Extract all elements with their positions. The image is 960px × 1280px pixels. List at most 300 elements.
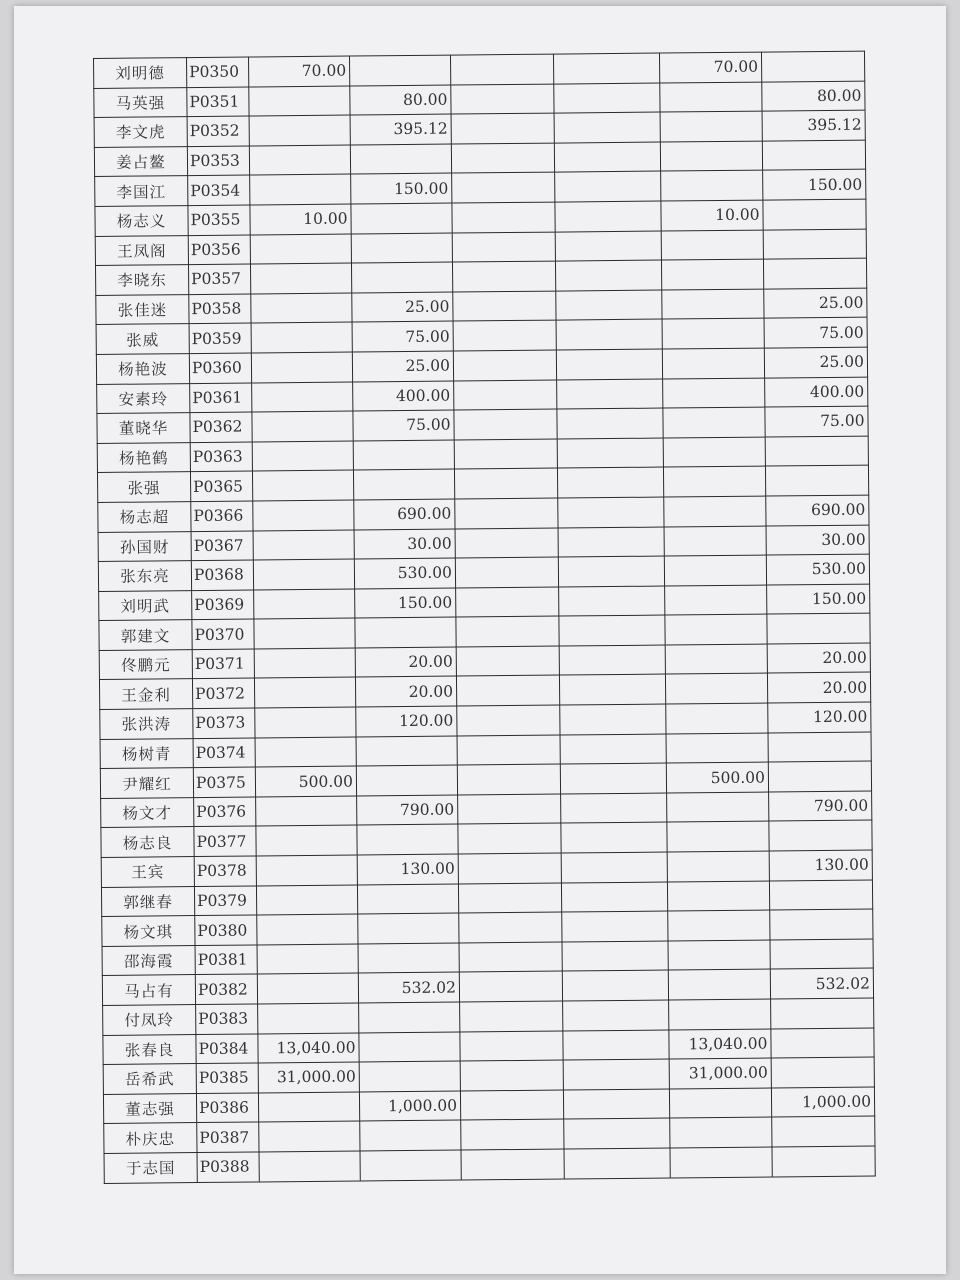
- amount-cell-5: [670, 1147, 772, 1178]
- amount-cell-4: [560, 734, 666, 765]
- amount-cell-1: [254, 677, 355, 708]
- amount-cell-4: [554, 112, 660, 143]
- amount-cell-5: [667, 851, 769, 882]
- name-cell: 杨志超: [98, 501, 191, 531]
- amount-cell-6: 150.00: [763, 169, 866, 200]
- amount-cell-5: [670, 1117, 772, 1148]
- paper-sheet: [14, 6, 946, 1274]
- amount-cell-3: [455, 557, 558, 588]
- amount-cell-4: [563, 1000, 669, 1031]
- amount-cell-4: [562, 941, 668, 972]
- code-cell: P0353: [187, 146, 249, 176]
- ledger-body: [94, 51, 876, 1183]
- name-cell: 杨志义: [95, 206, 188, 236]
- amount-cell-1: 31,000.00: [258, 1062, 359, 1093]
- name-cell: 姜占鳌: [94, 146, 187, 176]
- amount-cell-5: [663, 466, 765, 497]
- amount-cell-5: [668, 910, 770, 941]
- amount-cell-4: [558, 497, 664, 528]
- amount-cell-2: [357, 824, 458, 855]
- amount-cell-1: [251, 322, 352, 353]
- name-cell: 于志国: [104, 1153, 197, 1183]
- amount-cell-1: [257, 973, 358, 1004]
- code-cell: P0374: [193, 738, 255, 768]
- amount-cell-5: [669, 999, 771, 1030]
- amount-cell-4: [563, 1030, 669, 1061]
- amount-cell-6: [771, 1057, 874, 1088]
- amount-cell-4: [556, 349, 662, 380]
- amount-cell-3: [456, 616, 559, 647]
- amount-cell-6: 75.00: [765, 406, 868, 437]
- amount-cell-6: 120.00: [768, 702, 871, 733]
- code-cell: P0371: [192, 649, 254, 679]
- amount-cell-6: [772, 1146, 875, 1177]
- amount-cell-1: [249, 86, 350, 117]
- amount-cell-6: [770, 939, 873, 970]
- amount-cell-2: 150.00: [351, 173, 452, 204]
- code-cell: P0388: [197, 1152, 259, 1182]
- amount-cell-1: [256, 855, 357, 886]
- name-cell: 王金利: [99, 679, 192, 709]
- name-cell: 张洪涛: [100, 709, 193, 739]
- name-cell: 王宾: [101, 857, 194, 887]
- amount-cell-1: 70.00: [248, 56, 349, 87]
- amount-cell-1: 13,040.00: [258, 1033, 359, 1064]
- amount-cell-1: [259, 1151, 360, 1182]
- amount-cell-3: [461, 1149, 564, 1180]
- amount-cell-3: [459, 912, 562, 943]
- amount-cell-5: 31,000.00: [669, 1058, 771, 1089]
- amount-cell-2: 75.00: [352, 321, 453, 352]
- amount-cell-2: 1,000.00: [359, 1091, 460, 1122]
- amount-cell-6: 25.00: [764, 347, 867, 378]
- amount-cell-6: [769, 820, 872, 851]
- amount-cell-1: [250, 263, 351, 294]
- amount-cell-6: 1,000.00: [771, 1087, 874, 1118]
- amount-cell-6: 395.12: [762, 110, 865, 141]
- amount-cell-5: [664, 555, 766, 586]
- amount-cell-5: [665, 674, 767, 705]
- amount-cell-4: [563, 1059, 669, 1090]
- amount-cell-4: [562, 911, 668, 942]
- amount-cell-5: 500.00: [666, 762, 768, 793]
- amount-cell-4: [558, 527, 664, 558]
- amount-cell-2: [351, 233, 452, 264]
- amount-cell-4: [561, 793, 667, 824]
- amount-cell-3: [456, 587, 559, 618]
- amount-cell-2: [360, 1150, 461, 1181]
- amount-cell-4: [561, 882, 667, 913]
- amount-cell-1: [255, 737, 356, 768]
- amount-cell-1: [249, 145, 350, 176]
- name-cell: 董晓华: [97, 413, 190, 443]
- amount-cell-6: [767, 613, 870, 644]
- amount-cell-4: [559, 615, 665, 646]
- code-cell: P0357: [188, 264, 250, 294]
- code-cell: P0363: [190, 442, 252, 472]
- name-cell: 李文虎: [94, 117, 187, 147]
- amount-cell-3: [455, 498, 558, 529]
- amount-cell-2: 30.00: [354, 529, 455, 560]
- amount-cell-2: 690.00: [354, 499, 455, 530]
- name-cell: 张东亮: [98, 561, 191, 591]
- name-cell: 岳希武: [103, 1064, 196, 1094]
- amount-cell-5: [669, 1088, 771, 1119]
- name-cell: 张春良: [103, 1034, 196, 1064]
- code-cell: P0377: [194, 826, 256, 856]
- amount-cell-1: [256, 796, 357, 827]
- amount-cell-2: 120.00: [356, 706, 457, 737]
- code-cell: P0372: [192, 678, 254, 708]
- amount-cell-3: [460, 1031, 563, 1062]
- amount-cell-1: [253, 530, 354, 561]
- code-cell: P0376: [194, 797, 256, 827]
- code-cell: P0355: [188, 205, 250, 235]
- amount-cell-5: [667, 881, 769, 912]
- amount-cell-6: [771, 1028, 874, 1059]
- amount-cell-5: 13,040.00: [669, 1029, 771, 1060]
- amount-cell-6: [765, 465, 868, 496]
- amount-cell-3: [458, 853, 561, 884]
- amount-cell-3: [451, 84, 554, 115]
- amount-cell-6: [762, 140, 865, 171]
- amount-cell-4: [561, 852, 667, 883]
- amount-cell-3: [453, 350, 556, 381]
- amount-cell-5: [668, 969, 770, 1000]
- amount-cell-2: [359, 1002, 460, 1033]
- code-cell: P0385: [196, 1063, 258, 1093]
- amount-cell-4: [554, 83, 660, 114]
- amount-cell-1: [251, 293, 352, 324]
- amount-cell-5: [660, 141, 762, 172]
- amount-cell-4: [560, 763, 666, 794]
- amount-cell-3: [458, 823, 561, 854]
- amount-cell-3: [455, 528, 558, 559]
- code-cell: P0386: [196, 1093, 258, 1123]
- amount-cell-6: 25.00: [764, 288, 867, 319]
- name-cell: 张强: [97, 472, 190, 502]
- amount-cell-1: [250, 234, 351, 265]
- amount-cell-6: 690.00: [766, 495, 869, 526]
- amount-cell-4: [563, 1089, 669, 1120]
- code-cell: P0370: [192, 619, 254, 649]
- name-cell: 张佳迷: [96, 294, 189, 324]
- name-cell: 尹耀红: [100, 768, 193, 798]
- amount-cell-5: [662, 289, 764, 320]
- amount-cell-6: 80.00: [762, 81, 865, 112]
- name-cell: 杨文琪: [102, 916, 195, 946]
- amount-cell-4: [559, 586, 665, 617]
- code-cell: P0383: [196, 1004, 258, 1034]
- amount-cell-2: 20.00: [355, 647, 456, 678]
- amount-cell-1: [256, 885, 357, 916]
- amount-cell-6: 20.00: [767, 643, 870, 674]
- name-cell: 董志强: [103, 1093, 196, 1123]
- code-cell: P0358: [189, 294, 251, 324]
- amount-cell-5: [665, 585, 767, 616]
- amount-cell-5: [661, 230, 763, 261]
- amount-cell-1: [257, 944, 358, 975]
- amount-cell-6: [768, 761, 871, 792]
- name-cell: 邵海霞: [102, 945, 195, 975]
- amount-cell-5: [660, 82, 762, 113]
- amount-cell-6: 530.00: [766, 554, 869, 585]
- name-cell: 杨文才: [101, 797, 194, 827]
- amount-cell-4: [556, 319, 662, 350]
- amount-cell-1: [255, 707, 356, 738]
- amount-cell-2: [356, 736, 457, 767]
- amount-cell-2: 790.00: [357, 795, 458, 826]
- amount-cell-5: [661, 259, 763, 290]
- amount-cell-3: [453, 320, 556, 351]
- amount-cell-3: [453, 291, 556, 322]
- name-cell: 朴庆忠: [104, 1123, 197, 1153]
- amount-cell-3: [456, 646, 559, 677]
- amount-cell-6: 532.02: [770, 968, 873, 999]
- amount-cell-5: [668, 940, 770, 971]
- amount-cell-3: [454, 439, 557, 470]
- amount-cell-6: [765, 436, 868, 467]
- code-cell: P0366: [191, 501, 253, 531]
- code-cell: P0368: [191, 560, 253, 590]
- amount-cell-3: [456, 676, 559, 707]
- amount-cell-5: 70.00: [659, 52, 761, 83]
- amount-cell-2: [360, 1120, 461, 1151]
- amount-cell-4: [556, 290, 662, 321]
- code-cell: P0367: [191, 530, 253, 560]
- amount-cell-3: [457, 735, 560, 766]
- amount-cell-4: [555, 231, 661, 262]
- amount-cell-1: [254, 648, 355, 679]
- amount-cell-2: [358, 943, 459, 974]
- amount-cell-4: [557, 379, 663, 410]
- amount-cell-2: 150.00: [355, 588, 456, 619]
- amount-cell-3: [454, 409, 557, 440]
- amount-cell-5: [664, 526, 766, 557]
- amount-cell-5: [662, 348, 764, 379]
- amount-cell-1: [252, 441, 353, 472]
- amount-cell-1: [256, 825, 357, 856]
- amount-cell-6: [772, 1116, 875, 1147]
- amount-cell-4: [553, 53, 659, 84]
- amount-cell-1: [254, 618, 355, 649]
- amount-cell-6: [763, 229, 866, 260]
- amount-cell-2: [359, 1032, 460, 1063]
- name-cell: 杨树青: [100, 738, 193, 768]
- amount-cell-1: [253, 559, 354, 590]
- name-cell: 付凤玲: [103, 1005, 196, 1035]
- amount-cell-2: [351, 203, 452, 234]
- amount-cell-5: [667, 821, 769, 852]
- amount-cell-1: [249, 115, 350, 146]
- amount-cell-1: 10.00: [250, 204, 351, 235]
- amount-cell-2: 25.00: [352, 351, 453, 382]
- amount-cell-5: [661, 170, 763, 201]
- name-cell: 刘明武: [99, 590, 192, 620]
- amount-cell-6: 400.00: [765, 377, 868, 408]
- name-cell: 李晓东: [95, 265, 188, 295]
- amount-cell-2: [358, 913, 459, 944]
- amount-cell-6: 30.00: [766, 525, 869, 556]
- name-cell: 张威: [96, 324, 189, 354]
- amount-cell-3: [451, 143, 554, 174]
- amount-cell-2: 20.00: [355, 677, 456, 708]
- amount-cell-3: [454, 380, 557, 411]
- amount-cell-6: [761, 51, 864, 82]
- amount-cell-5: 10.00: [661, 200, 763, 231]
- amount-cell-4: [564, 1148, 670, 1179]
- amount-cell-4: [559, 645, 665, 676]
- amount-cell-3: [457, 764, 560, 795]
- amount-cell-4: [554, 142, 660, 173]
- amount-cell-6: 20.00: [767, 673, 870, 704]
- name-cell: 郭建文: [99, 620, 192, 650]
- amount-cell-4: [555, 260, 661, 291]
- amount-cell-1: [258, 1092, 359, 1123]
- amount-cell-4: [558, 556, 664, 587]
- table-row: [104, 1146, 875, 1183]
- amount-cell-6: [768, 732, 871, 763]
- amount-cell-3: [459, 971, 562, 1002]
- code-cell: P0369: [192, 590, 254, 620]
- amount-cell-4: [562, 970, 668, 1001]
- amount-cell-4: [555, 201, 661, 232]
- code-cell: P0362: [190, 412, 252, 442]
- name-cell: 刘明德: [94, 58, 187, 88]
- name-cell: 杨志良: [101, 827, 194, 857]
- amount-cell-5: [666, 703, 768, 734]
- amount-cell-1: [252, 382, 353, 413]
- amount-cell-3: [458, 883, 561, 914]
- amount-cell-3: [458, 794, 561, 825]
- amount-cell-1: [259, 1121, 360, 1152]
- amount-cell-2: [350, 144, 451, 175]
- amount-cell-6: 790.00: [769, 791, 872, 822]
- ledger-table: [93, 51, 876, 1184]
- amount-cell-1: [257, 914, 358, 945]
- amount-cell-1: [258, 1003, 359, 1034]
- amount-cell-3: [457, 705, 560, 736]
- amount-cell-3: [459, 942, 562, 973]
- amount-cell-2: [356, 765, 457, 796]
- amount-cell-2: [359, 1061, 460, 1092]
- amount-cell-2: [349, 55, 450, 86]
- code-cell: P0381: [195, 945, 257, 975]
- amount-cell-1: [253, 500, 354, 531]
- amount-cell-6: [769, 880, 872, 911]
- amount-cell-3: [452, 202, 555, 233]
- amount-cell-6: [763, 199, 866, 230]
- name-cell: 王凤阁: [95, 235, 188, 265]
- amount-cell-3: [452, 232, 555, 263]
- amount-cell-2: [355, 617, 456, 648]
- amount-cell-5: [662, 318, 764, 349]
- amount-cell-4: [561, 822, 667, 853]
- code-cell: P0365: [190, 471, 252, 501]
- code-cell: P0380: [195, 915, 257, 945]
- amount-cell-6: [763, 258, 866, 289]
- name-cell: 马占有: [102, 975, 195, 1005]
- code-cell: P0373: [193, 708, 255, 738]
- name-cell: 杨艳波: [96, 354, 189, 384]
- amount-cell-1: [251, 352, 352, 383]
- amount-cell-4: [560, 704, 666, 735]
- code-cell: P0359: [189, 323, 251, 353]
- amount-cell-1: 500.00: [255, 766, 356, 797]
- amount-cell-2: 395.12: [350, 114, 451, 145]
- name-cell: 郭继春: [101, 886, 194, 916]
- amount-cell-4: [555, 171, 661, 202]
- amount-cell-5: [665, 614, 767, 645]
- code-cell: P0356: [188, 235, 250, 265]
- amount-cell-5: [666, 733, 768, 764]
- amount-cell-5: [663, 407, 765, 438]
- amount-cell-1: [254, 589, 355, 620]
- amount-cell-1: [252, 470, 353, 501]
- amount-cell-1: [250, 174, 351, 205]
- code-cell: P0379: [194, 886, 256, 916]
- amount-cell-2: 75.00: [353, 410, 454, 441]
- code-cell: P0375: [193, 767, 255, 797]
- amount-cell-6: 150.00: [767, 584, 870, 615]
- amount-cell-6: [770, 909, 873, 940]
- amount-cell-2: 400.00: [353, 381, 454, 412]
- amount-cell-2: [353, 440, 454, 471]
- amount-cell-3: [454, 468, 557, 499]
- amount-cell-2: [357, 884, 458, 915]
- amount-cell-4: [557, 438, 663, 469]
- amount-cell-3: [460, 1090, 563, 1121]
- amount-cell-2: 25.00: [352, 292, 453, 323]
- code-cell: P0350: [187, 57, 249, 87]
- name-cell: 安素玲: [97, 383, 190, 413]
- name-cell: 孙国财: [98, 531, 191, 561]
- amount-cell-6: 75.00: [764, 317, 867, 348]
- amount-cell-5: [665, 644, 767, 675]
- amount-cell-2: 80.00: [350, 85, 451, 116]
- code-cell: P0361: [190, 383, 252, 413]
- amount-cell-6: 130.00: [769, 850, 872, 881]
- amount-cell-4: [557, 467, 663, 498]
- code-cell: P0351: [187, 87, 249, 117]
- amount-cell-4: [557, 408, 663, 439]
- name-cell: 佟鹏元: [99, 649, 192, 679]
- amount-cell-5: [660, 111, 762, 142]
- amount-cell-3: [461, 1119, 564, 1150]
- name-cell: 杨艳鹤: [97, 442, 190, 472]
- name-cell: 李国江: [95, 176, 188, 206]
- amount-cell-3: [460, 1001, 563, 1032]
- amount-cell-3: [451, 113, 554, 144]
- amount-cell-3: [450, 54, 553, 85]
- code-cell: P0352: [187, 116, 249, 146]
- code-cell: P0360: [189, 353, 251, 383]
- amount-cell-2: 532.02: [358, 972, 459, 1003]
- amount-cell-3: [452, 172, 555, 203]
- amount-cell-3: [460, 1060, 563, 1091]
- amount-cell-2: [351, 262, 452, 293]
- amount-cell-5: [667, 792, 769, 823]
- amount-cell-3: [452, 261, 555, 292]
- amount-cell-2: [353, 469, 454, 500]
- amount-cell-6: [771, 998, 874, 1029]
- amount-cell-5: [663, 378, 765, 409]
- code-cell: P0382: [195, 974, 257, 1004]
- name-cell: 马英强: [94, 87, 187, 117]
- amount-cell-1: [252, 411, 353, 442]
- code-cell: P0387: [197, 1122, 259, 1152]
- amount-cell-4: [559, 675, 665, 706]
